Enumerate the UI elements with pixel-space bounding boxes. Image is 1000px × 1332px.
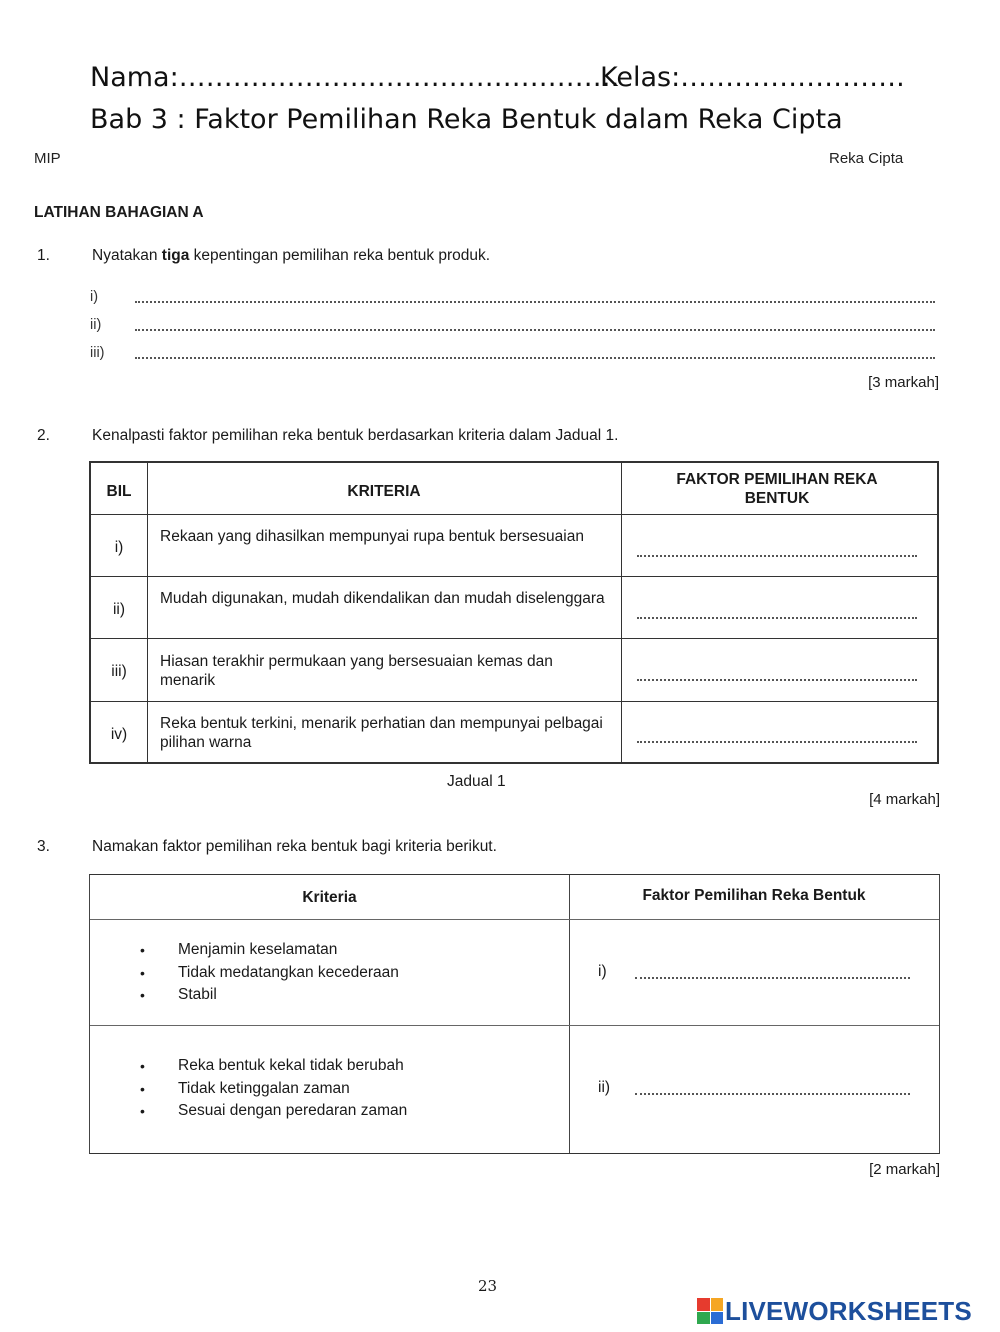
answer-label-ii: ii) — [598, 1079, 611, 1096]
column-header-kriteria: Kriteria — [302, 889, 357, 906]
column-header-kriteria: KRITERIA — [347, 483, 421, 500]
list-item: • Reka bentuk kekal tidak berubah — [140, 1055, 407, 1078]
name-field-label: Nama:…………………………………………. — [90, 62, 620, 93]
liveworksheets-logo-icon — [697, 1298, 723, 1324]
row-kriteria: Reka bentuk terkini, menarik perhatian dan mempunyai pelbagai pilihan warna — [160, 715, 603, 751]
answer-line-i[interactable] — [635, 977, 910, 979]
question-2-text: Kenalpasti faktor pemilihan reka bentuk berdasarkan kriteria dalam Jadual 1. — [92, 427, 619, 444]
question-3-number: 3. — [37, 838, 50, 855]
list-item: • Sesuai dengan peredaran zaman — [140, 1100, 407, 1123]
question-1-number: 1. — [37, 247, 50, 264]
liveworksheets-logo[interactable] — [697, 1296, 972, 1326]
question-2-number: 2. — [37, 427, 50, 444]
subject-code: MIP — [34, 150, 61, 167]
q2-marks: [4 markah] — [869, 791, 940, 808]
q1-answer-label-ii: ii) — [90, 317, 102, 333]
column-header-faktor: FAKTOR PEMILIHAN REKA BENTUK — [676, 471, 878, 507]
row-kriteria: Rekaan yang dihasilkan mempunyai rupa bentuk bersesuaian — [160, 528, 584, 545]
answer-line-ii[interactable] — [637, 617, 917, 619]
q3-marks: [2 markah] — [869, 1161, 940, 1178]
row-bil: iv) — [110, 726, 128, 743]
q1-marks: [3 markah] — [868, 374, 939, 391]
table-jadual-1 — [89, 461, 939, 764]
answer-line-iv[interactable] — [637, 741, 917, 743]
subject-name: Reka Cipta — [829, 150, 904, 167]
question-3-text: Namakan faktor pemilihan reka bentuk bagi kriteria berikut. — [92, 838, 497, 855]
q1-answer-line-ii[interactable] — [135, 329, 935, 331]
column-header-faktor: Faktor Pemilihan Reka Bentuk — [642, 887, 866, 904]
q1-answer-line-iii[interactable] — [135, 357, 935, 359]
row-bil: iii) — [111, 663, 127, 680]
table-caption: Jadual 1 — [447, 773, 506, 790]
q1-answer-label-i: i) — [90, 289, 99, 305]
answer-line-iii[interactable] — [637, 679, 917, 681]
list-item: • Tidak medatangkan kecederaan — [140, 962, 399, 985]
chapter-title: Bab 3 : Faktor Pemilihan Reka Bentuk dalam Reka Cipta — [90, 104, 843, 135]
answer-label-i: i) — [598, 963, 607, 980]
column-header-bil: BIL — [106, 483, 132, 500]
question-1-text: Nyatakan tiga kepentingan pemilihan reka bentuk produk. — [92, 247, 491, 264]
answer-line-i[interactable] — [637, 555, 917, 557]
list-item: • Tidak ketinggalan zaman — [140, 1078, 407, 1101]
brand-name: LIVEWORKSHEETS — [725, 1295, 972, 1326]
class-field-label: Kelas:……………………. — [600, 62, 905, 93]
q1-answer-label-iii: iii) — [90, 345, 105, 361]
row-kriteria: Hiasan terakhir permukaan yang bersesuaian kemas dan menarik — [160, 653, 553, 689]
row-kriteria: Mudah digunakan, mudah dikendalikan dan mudah diselenggara — [160, 590, 605, 607]
page-number: 23 — [478, 1277, 498, 1295]
criteria-list — [140, 939, 399, 1007]
answer-line-ii[interactable] — [635, 1093, 910, 1095]
list-item: • Stabil — [140, 984, 399, 1007]
list-item: • Menjamin keselamatan — [140, 939, 399, 962]
row-bil: ii) — [112, 601, 126, 618]
section-title: LATIHAN BAHAGIAN A — [34, 204, 204, 221]
criteria-list — [140, 1055, 407, 1123]
q1-answer-line-i[interactable] — [135, 301, 935, 303]
table-criteria — [89, 874, 940, 1154]
row-bil: i) — [114, 539, 124, 556]
